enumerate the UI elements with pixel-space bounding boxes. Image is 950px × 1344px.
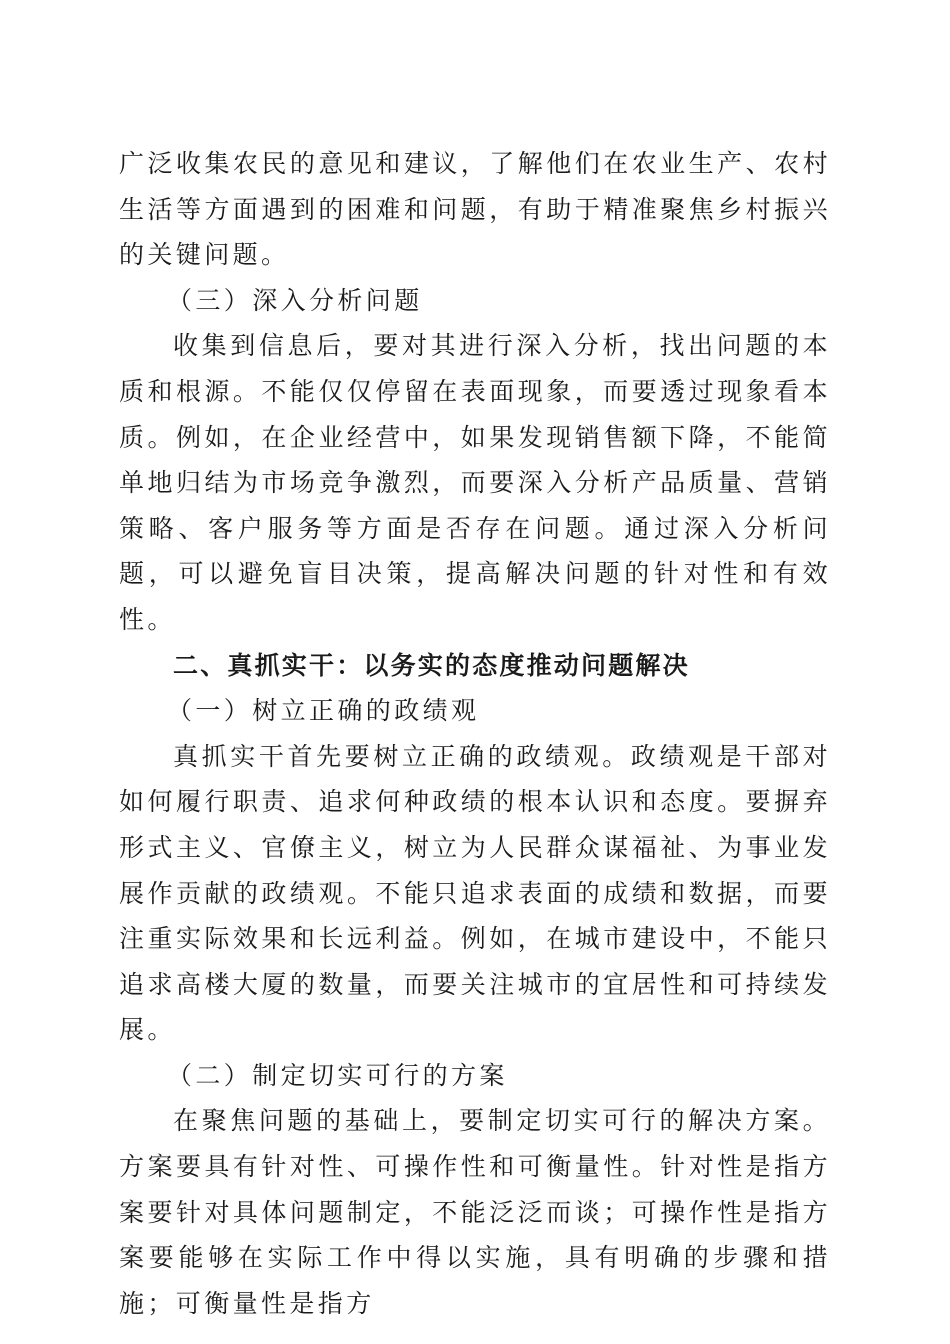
section-heading-two: 二、真抓实干：以务实的态度推动问题解决 [173, 650, 690, 680]
paragraph-performance-view: 真抓实干首先要树立正确的政绩观。政绩观是干部对如何履行职责、追求何种政绩的根本认识和态度。要摒弃形式主义、官僚主义，树立为人民群众谋福祉、为事业发展作贡献的政绩观。不能只追求表面的成绩和数据，而要注重实际效果和长远利益。例如，在城市建设中，不能只追求高楼大厦的数量，而要关注城市的宜居性和可持续发展。 [119, 741, 831, 1045]
sub-heading-feasible-plan: （二）制定切实可行的方案 [167, 1060, 508, 1090]
paragraph-feasible-plan: 在聚焦问题的基础上，要制定切实可行的解决方案。方案要具有针对性、可操作性和可衡量性。针对性是指方案要针对具体问题制定，不能泛泛而谈；可操作性是指方案要能够在实际工作中得以实施，具有明确的步骤和措施；可衡量性是指方 [119, 1106, 831, 1318]
sub-heading-performance-view: （一）树立正确的政绩观 [167, 696, 480, 726]
paragraph-analyze-problems: 收集到信息后，要对其进行深入分析，找出问题的本质和根源。不能仅仅停留在表面现象，而要透过现象看本质。例如，在企业经营中，如果发现销售额下降，不能简单地归结为市场竞争激烈，而要深入分析产品质量、营销策略、客户服务等方面是否存在问题。通过深入分析问题，可以避免盲目决策，提高解决问题的针对性和有效性。 [119, 331, 831, 634]
paragraph-continued: 广泛收集农民的意见和建议，了解他们在农业生产、农村生活等方面遇到的困难和问题，有助于精准聚焦乡村振兴的关键问题。 [119, 149, 831, 270]
document-body [119, 141, 831, 1326]
sub-heading-analyze-problems: （三）深入分析问题 [167, 285, 423, 315]
